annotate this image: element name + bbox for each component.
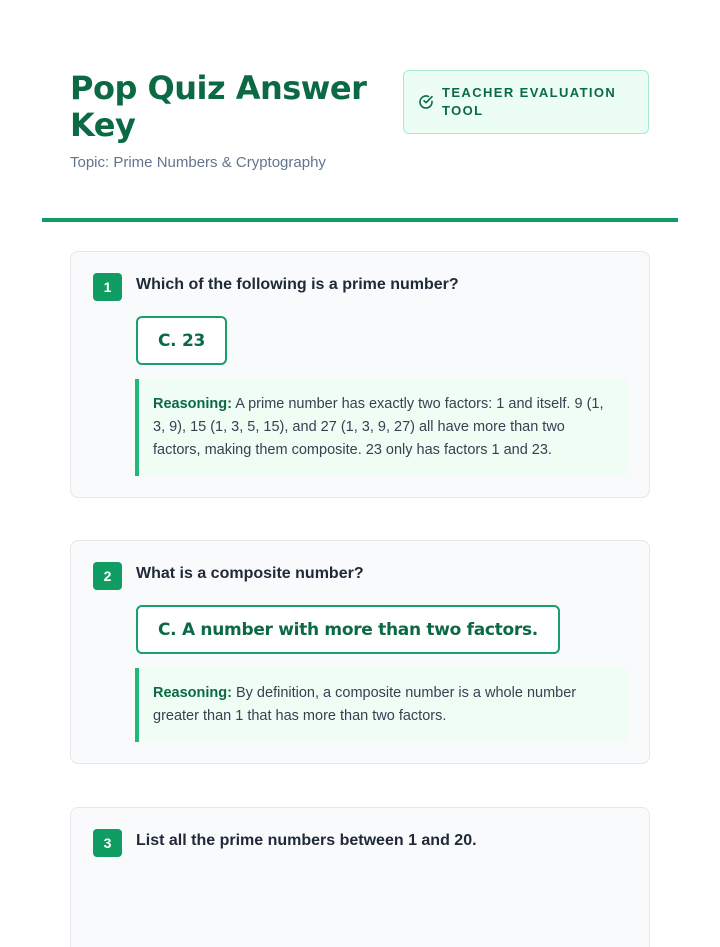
page-title: Pop Quiz Answer Key: [70, 69, 367, 144]
page-header: [70, 70, 650, 171]
answer-box: C. A number with more than two factors.: [136, 605, 560, 654]
question-card: [70, 251, 650, 498]
reasoning-text: By definition, a composite number is a whole number greater than 1 that has more than two factors.: [153, 685, 577, 724]
question-number: 1: [93, 273, 122, 301]
question-card: [70, 807, 650, 947]
question-number: 3: [93, 829, 122, 857]
reasoning-box: [135, 379, 627, 476]
teacher-evaluation-badge: [403, 70, 649, 134]
reasoning-label: Reasoning:: [153, 396, 232, 412]
reasoning-box: [135, 668, 627, 742]
question-text: List all the prime numbers between 1 and 20.: [136, 832, 477, 849]
answer-box: C. 23: [136, 316, 227, 365]
reasoning-text: A prime number has exactly two factors: 1 and itself. 9 (1, 3, 9), 15 (1, 3, 5, 15), and 27 (1, 3, 9, 27) all have more than two factors, making them composite. 23 only has factors 1 and 23.: [153, 396, 604, 458]
badge-label: TEACHER EVALUATION TOOL: [442, 85, 617, 118]
question-text: What is a composite number?: [136, 565, 364, 582]
page-subtitle: Topic: Prime Numbers & Cryptography: [70, 154, 326, 171]
question-text: Which of the following is a prime number?: [136, 276, 459, 293]
question-card: [70, 540, 650, 764]
reasoning-label: Reasoning:: [153, 685, 232, 701]
check-circle-icon: [418, 94, 434, 110]
question-number: 2: [93, 562, 122, 590]
header-divider: [42, 218, 678, 222]
